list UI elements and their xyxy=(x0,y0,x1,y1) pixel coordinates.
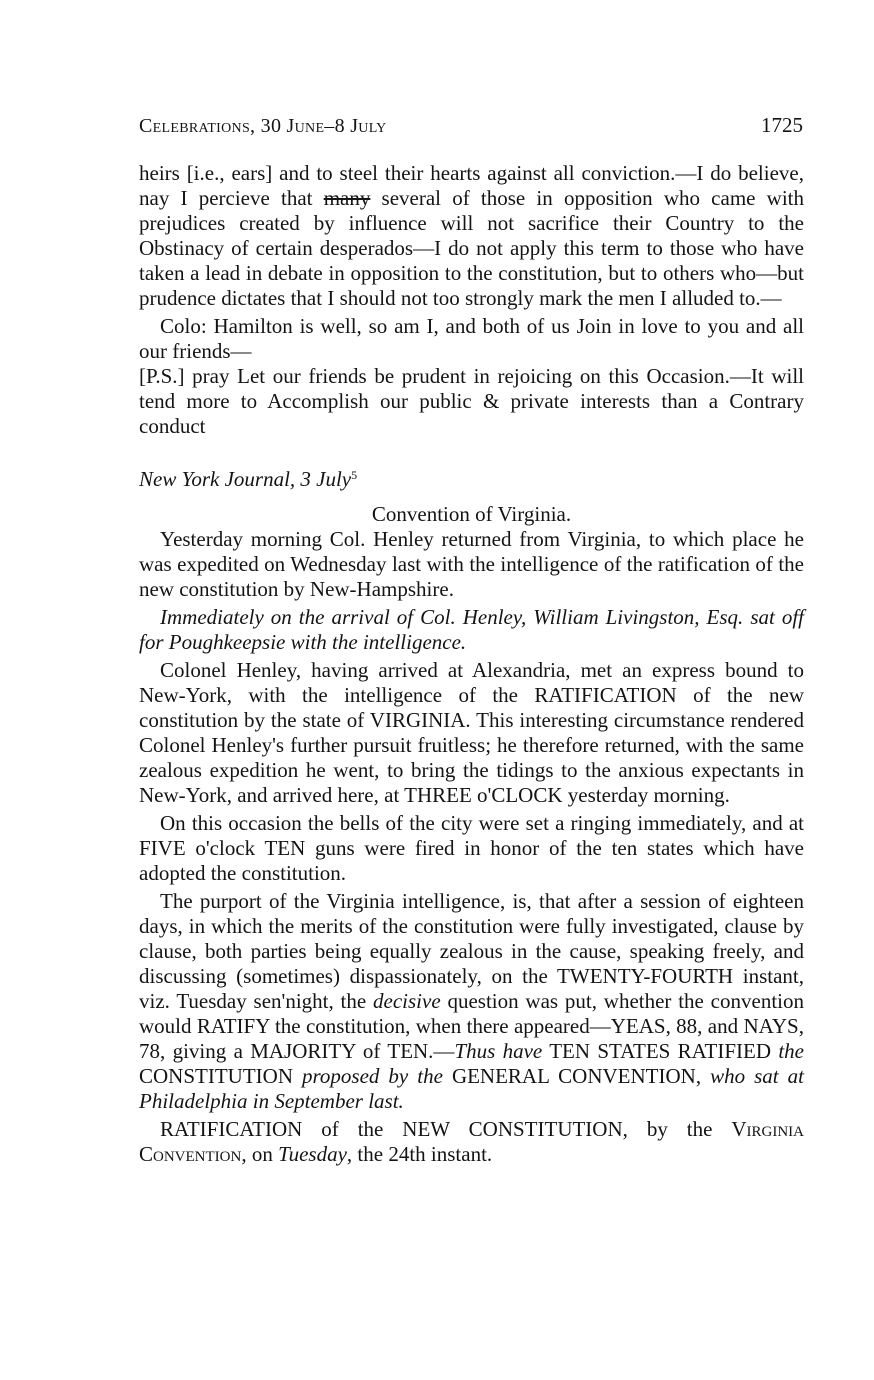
page-number: 1725 xyxy=(761,113,803,137)
article-paragraph-4: On this occasion the bells of the city were set a ringing immediately, and at FIVE o'clock TEN guns were fired in honor of the ten states which have adopted the constitution. xyxy=(139,811,804,885)
text-run: CONSTITUTION xyxy=(139,1064,303,1088)
article-heading: Convention of Virginia. xyxy=(371,502,572,526)
text-run: question was put, whether the convention would RATIFY the constitution, when there appeared—YEAS, 88, and NAYS, 78, giving a MAJORITY of TEN.— xyxy=(139,989,804,1063)
letter-paragraph-hamilton: Colo: Hamilton is well, so am I, and both of us Join in love to you and all our friends— xyxy=(139,314,804,363)
letter-paragraph-continued xyxy=(139,161,804,311)
italic-run: proposed by the xyxy=(302,1064,443,1088)
article-paragraph-2: Immediately on the arrival of Col. Henley, William Livingston, Esq. sat off for Poughkeepsie with the intelligence. xyxy=(139,605,804,654)
letter-postscript: [P.S.] pray Let our friends be prudent in rejoicing on this Occasion.—It will tend more to Accomplish our public & private interests than a Contrary conduct xyxy=(139,364,804,438)
page-header xyxy=(139,113,803,143)
text-run: several of those in opposition who came with prejudices created by influence will not sacrifice their Country to the Obstinacy of certain desperados—I do not apply this term to those who have taken a lead in debate in opposition to the constitution, but to others who—but prudence dictates that I should not too strongly mark the men I alluded to.— xyxy=(139,186,805,310)
text-run: GENERAL CONVENTION, xyxy=(442,1064,711,1088)
italic-run: the xyxy=(778,1039,804,1063)
article-paragraph-6 xyxy=(139,1117,804,1167)
text-run: heirs [i.e., ears] and to steel their hearts against all conviction.—I do believe, nay I percieve that xyxy=(139,161,804,210)
italic-run: Thus have xyxy=(454,1039,543,1063)
running-head: Celebrations, 30 June–8 July xyxy=(139,115,387,137)
text-run: The purport of the Virginia intelligence, is, that after a session of eighteen days, in which the merits of the constitution were fully investigated, clause by clause, both parties being equally zealous in the cause, speaking freely, and discussing (sometimes) dispassionately, on the TWENTY-FOURTH instant, viz. Tuesday sen'night, the xyxy=(139,889,804,1013)
text-run: , the 24th instant. xyxy=(346,1142,493,1166)
struck-word: many xyxy=(323,186,371,210)
article-paragraph-1: Yesterday morning Col. Henley returned from Virginia, to which place he was expedited on Wednesday last with the intelligence of the ratification of the new constitution by New-Hampshire. xyxy=(139,527,804,601)
italic-run: who sat at Philadelphia in September last. xyxy=(139,1064,804,1113)
page-body xyxy=(139,161,804,1167)
text-run: , on xyxy=(241,1142,279,1166)
article-paragraph-5 xyxy=(139,889,804,1114)
text-run: RATIFICATION of the NEW CONSTITUTION, by the xyxy=(160,1117,732,1141)
text-run: TEN STATES RATIFIED xyxy=(542,1039,779,1063)
article-paragraph-3: Colonel Henley, having arrived at Alexandria, met an express bound to New-York, with the intelligence of the RATIFICATION of the new constitution by the state of VIRGINIA. This interesting circumstance rendered Colonel Henley's further pursuit fruitless; he therefore returned, with the same zealous expedition he went, to bring the tidings to the anxious expectants in New-York, and arrived here, at THREE o'CLOCK yesterday morning. xyxy=(139,658,804,807)
italic-run: Tuesday xyxy=(278,1142,347,1166)
source-title: New York Journal, 3 July xyxy=(139,467,352,491)
italic-run: decisive xyxy=(373,989,441,1013)
footnote-marker: 5 xyxy=(351,468,358,482)
source-heading xyxy=(139,467,804,492)
smallcaps-run: Virginia Convention xyxy=(139,1117,804,1166)
